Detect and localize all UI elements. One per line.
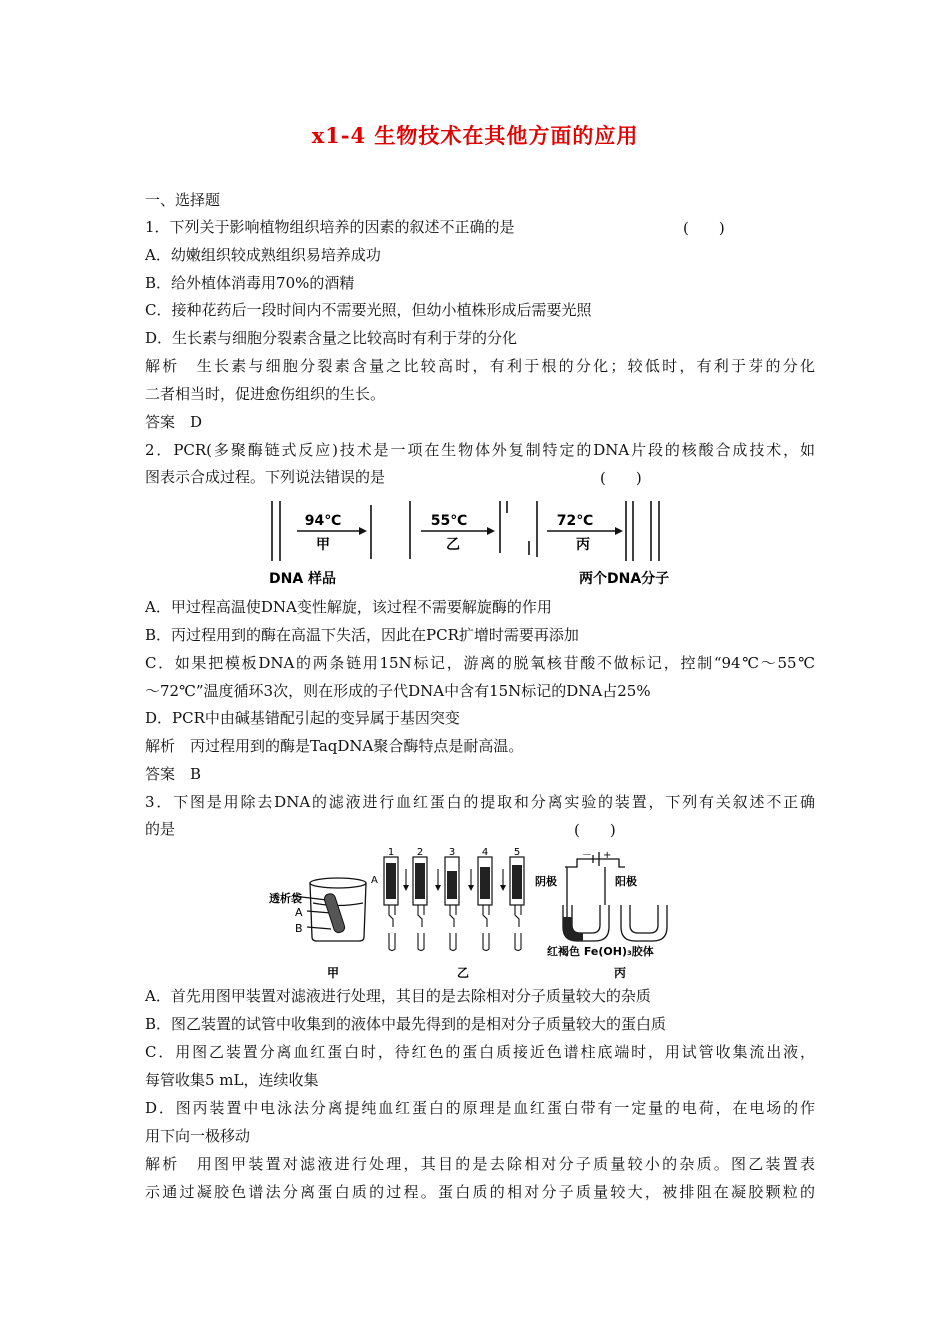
q3-stem-cont: 的是 bbox=[145, 820, 176, 838]
minus-sign: － bbox=[582, 850, 592, 861]
section-heading: 一、选择题 bbox=[145, 191, 221, 209]
plus-sign: + bbox=[603, 850, 612, 861]
anode-label: 阳极 bbox=[615, 875, 637, 888]
dialysis-bag-label: 透析袋 bbox=[269, 892, 302, 905]
q2-option-c-cont: ～72℃”温度循环3次，则在形成的子代DNA中含有15N标记的DNA占25% bbox=[145, 682, 651, 700]
column-4-label: 4 bbox=[481, 847, 489, 858]
colloid-label: 红褐色 Fe(OH)₃胶体 bbox=[547, 945, 654, 958]
pcr-figure bbox=[255, 493, 695, 593]
q1-explanation: 解析 生长素与细胞分裂素含量之比较高时，有利于根的分化；较低时，有利于芽的分化 bbox=[145, 357, 815, 375]
page-title: x1-4 生物技术在其他方面的应用 bbox=[311, 123, 639, 148]
q3-option-d: D．图丙装置中电泳法分离提纯血红蛋白的原理是血红蛋白带有一定量的电荷，在电场的作 bbox=[145, 1099, 815, 1117]
q3-option-d-cont: 用下向一极移动 bbox=[145, 1127, 251, 1145]
column-label-a: A bbox=[371, 875, 378, 886]
pcr-step-1: 甲 bbox=[316, 537, 330, 553]
column-5-label: 5 bbox=[513, 847, 521, 858]
pcr-temp-3: 72℃ bbox=[556, 513, 594, 529]
cathode-label: 阴极 bbox=[535, 875, 557, 888]
pcr-step-2: 乙 bbox=[446, 537, 460, 553]
q3-option-c: C．用图乙装置分离血红蛋白时，待红色的蛋白质接近色谱柱底端时，用试管收集流出液， bbox=[145, 1043, 815, 1061]
column-3-label: 3 bbox=[448, 847, 456, 858]
protein-figure bbox=[265, 845, 695, 980]
pcr-temp-1: 94℃ bbox=[304, 513, 342, 529]
q1-answer: 答案 D bbox=[145, 413, 203, 431]
q3-stem: 3．下图是用除去DNA的滤液进行血红蛋白的提取和分离实验的装置，下列有关叙述不正确 bbox=[145, 793, 815, 811]
q2-stem: 2．PCR(多聚酶链式反应)技术是一项在生物体外复制特定的DNA片段的核酸合成技术，如 bbox=[145, 441, 815, 459]
q3-option-b: B．图乙装置的试管中收集到的液体中最先得到的是相对分子质量较大的蛋白质 bbox=[145, 1015, 667, 1033]
q3-option-a: A．首先用图甲装置对滤液进行处理，其目的是去除相对分子质量较大的杂质 bbox=[145, 987, 651, 1005]
q2-option-a: A．甲过程高温使DNA变性解旋，该过程不需要解旋酶的作用 bbox=[145, 598, 552, 616]
q3-explanation-cont: 示通过凝胶色谱法分离蛋白质的过程。蛋白质的相对分子质量较大，被排阻在凝胶颗粒的 bbox=[145, 1183, 815, 1201]
q1-stem: 1．下列关于影响植物组织培养的因素的叙述不正确的是 bbox=[145, 218, 515, 236]
q1-option-c: C．接种花药后一段时间内不需要光照，但幼小植株形成后需要光照 bbox=[145, 301, 592, 319]
figure-bing-label: 丙 bbox=[613, 966, 627, 980]
figure-jia-label: 甲 bbox=[326, 966, 340, 980]
q1-option-d: D．生长素与细胞分裂素含量之比较高时有利于芽的分化 bbox=[145, 329, 518, 347]
beaker-label-a: A bbox=[295, 906, 303, 919]
q3-option-c-cont: 每管收集5 mL，连续收集 bbox=[145, 1071, 319, 1089]
q2-explanation: 解析 丙过程用到的酶是TaqDNA聚合酶特点是耐高温。 bbox=[145, 737, 524, 755]
column-1-label: 1 bbox=[387, 847, 395, 858]
q2-option-c: C．如果把模板DNA的两条链用15N标记，游离的脱氧核苷酸不做标记，控制“94℃～55℃ bbox=[145, 654, 815, 672]
q2-answer: 答案 B bbox=[145, 765, 202, 783]
q1-option-a: A．幼嫩组织较成熟组织易培养成功 bbox=[145, 246, 381, 264]
pcr-step-3: 丙 bbox=[576, 537, 590, 553]
pcr-temp-2: 55℃ bbox=[430, 513, 468, 529]
q1-option-b: B．给外植体消毒用70%的酒精 bbox=[145, 274, 355, 292]
q3-explanation: 解析 用图甲装置对滤液进行处理，其目的是去除相对分子质量较小的杂质。图乙装置表 bbox=[145, 1155, 815, 1173]
q3-answer-blank: ( ) bbox=[574, 821, 616, 839]
column-2-label: 2 bbox=[416, 847, 424, 858]
pcr-left-label: DNA 样品 bbox=[269, 571, 337, 587]
q1-explanation-cont: 二者相当时，促进愈伤组织的生长。 bbox=[145, 385, 386, 403]
q2-option-d: D．PCR中由碱基错配引起的变异属于基因突变 bbox=[145, 709, 460, 727]
q1-answer-blank: ( ) bbox=[683, 219, 725, 237]
pcr-right-label: 两个DNA分子 bbox=[579, 571, 670, 587]
q2-answer-blank: ( ) bbox=[600, 469, 642, 487]
beaker-label-b: B bbox=[295, 922, 303, 935]
figure-yi-label: 乙 bbox=[456, 966, 470, 980]
q2-option-b: B．丙过程用到的酶在高温下失活，因此在PCR扩增时需要再添加 bbox=[145, 626, 579, 644]
q2-stem-cont: 图表示合成过程。下列说法错误的是 bbox=[145, 468, 386, 486]
